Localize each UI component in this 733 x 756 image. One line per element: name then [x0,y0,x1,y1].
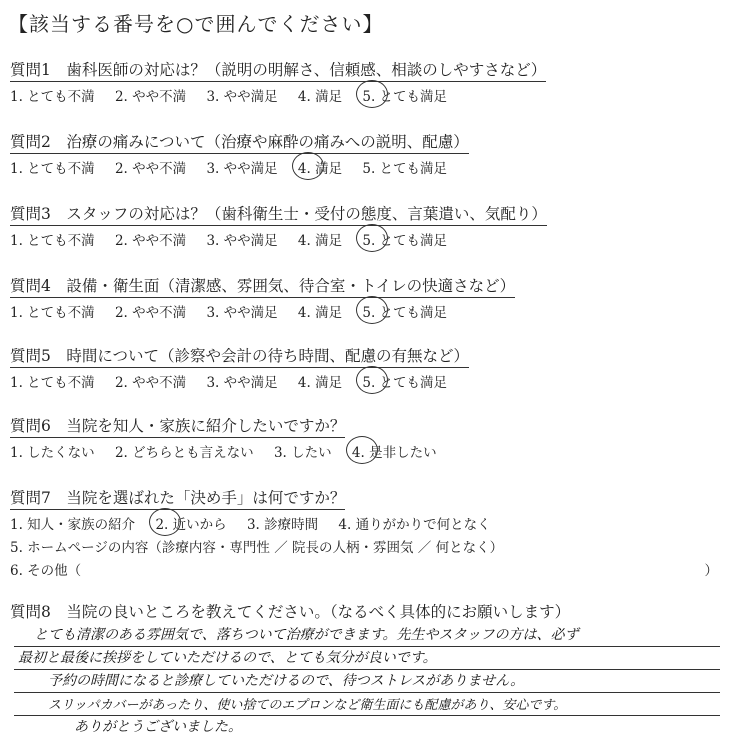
q7-option-5[interactable]: 5. ホームページの内容（診療内容・専門性 ／ 院長の人柄・雰囲気 ／ 何となく） [10,540,504,556]
answer-line [14,647,720,670]
answer-area[interactable] [14,624,720,738]
q3-option-4[interactable]: 4. 満足 [297,233,343,249]
q7-option-2[interactable]: 2. 近いから [155,513,226,533]
q3-option-5[interactable]: 5. とても満足 [362,229,447,249]
q6-option-2[interactable]: 2. どちらとも言えない [114,445,254,461]
q3-option-2[interactable]: 2. やや不満 [114,233,187,249]
question-7 [10,486,730,579]
question-4 [10,274,730,321]
q2-option-1[interactable]: 1. とても不満 [10,161,95,177]
question-2-options [10,157,730,177]
q6-option-1[interactable]: 1. したくない [10,445,95,461]
q4-option-3[interactable]: 3. やや満足 [206,305,278,321]
q4-option-5[interactable]: 5. とても満足 [362,301,447,321]
q7-option-1[interactable]: 1. 知人・家族の紹介 [10,517,136,533]
q3-option-1[interactable]: 1. とても不満 [10,233,95,249]
question-7-options-row1 [10,513,730,533]
question-3 [10,202,730,249]
handwritten-answer-text: 最初と最後に挨拶をしていただけるので、とても気分が良いです。 [18,650,437,666]
question-5 [10,344,730,391]
q5-option-3[interactable]: 3. やや満足 [206,375,278,391]
q7-option-6-close: ） [704,563,718,579]
question-3-title: 質問3 スタッフの対応は？（歯科衛生士・受付の態度、言葉遣い、気配り） [10,202,547,226]
q6-option-4[interactable]: 4. 是非したい [352,441,437,461]
q2-option-2[interactable]: 2. やや不満 [114,161,187,177]
q7-option-6-row [10,559,730,579]
handwritten-answer-text: ありがとうございました。 [74,719,242,735]
question-6-options [10,441,730,461]
question-5-options [10,371,730,391]
answer-line [14,693,720,716]
q5-option-5[interactable]: 5. とても満足 [362,371,447,391]
question-8 [10,600,730,622]
q3-option-3[interactable]: 3. やや満足 [206,233,278,249]
question-3-options [10,229,730,249]
q1-option-1[interactable]: 1. とても不満 [10,89,95,105]
q4-option-1[interactable]: 1. とても不満 [10,305,95,321]
answer-line [14,624,720,647]
q2-option-3[interactable]: 3. やや満足 [206,161,278,177]
q1-option-3[interactable]: 3. やや満足 [206,89,278,105]
answer-line [14,670,720,693]
q7-option-4[interactable]: 4. 通りがかりで何となく [338,517,491,533]
question-8-title: 質問8 当院の良いところを教えてください。（なるべく具体的にお願いします） [10,603,571,621]
q5-option-1[interactable]: 1. とても不満 [10,375,95,391]
question-7-title: 質問7 当院を選ばれた「決め手」は何ですか？ [10,486,345,510]
q4-option-4[interactable]: 4. 満足 [297,305,343,321]
q4-option-2[interactable]: 2. やや不満 [114,305,187,321]
handwritten-answer-text: スリッパカバーがあったり、使い捨てのエプロンなど衛生面にも配慮があり、安心です。 [48,698,567,713]
q7-option-3[interactable]: 3. 診療時間 [246,517,319,533]
q2-option-4[interactable]: 4. 満足 [298,157,342,177]
question-6-title: 質問6 当院を知人・家族に紹介したいですか？ [10,414,345,438]
q7-option-6[interactable]: 6. その他（ [10,563,82,579]
q6-option-3[interactable]: 3. したい [273,445,332,461]
q5-option-4[interactable]: 4. 満足 [297,375,343,391]
handwritten-answer-text: 予約の時間になると診療していただけるので、待つストレスがありません。 [48,673,525,689]
question-2-title: 質問2 治療の痛みについて（治療や麻酔の痛みへの説明、配慮） [10,130,469,154]
question-4-title: 質問4 設備・衛生面（清潔感、雰囲気、待合室・トイレの快適さなど） [10,274,515,298]
question-4-options [10,301,730,321]
question-6 [10,414,730,461]
question-1-title: 質問1 歯科医師の対応は？（説明の明解さ、信頼感、相談のしやすさなど） [10,58,546,82]
q5-option-2[interactable]: 2. やや不満 [114,375,187,391]
q1-option-5[interactable]: 5. とても満足 [362,85,447,105]
q1-option-4[interactable]: 4. 満足 [297,89,343,105]
q1-option-2[interactable]: 2. やや不満 [114,89,187,105]
handwritten-answer-text: とても清潔のある雰囲気で、落ちついて治療ができます。先生やスタッフの方は、必ず [34,627,579,643]
question-5-title: 質問5 時間について（診察や会計の待ち時間、配慮の有無など） [10,344,469,368]
answer-line [14,716,720,738]
question-1 [10,58,730,105]
question-1-options [10,85,730,105]
question-2 [10,130,730,177]
instruction-header: 【該当する番号を○で囲んでください】 [8,12,384,36]
q2-option-5[interactable]: 5. とても満足 [362,161,448,177]
